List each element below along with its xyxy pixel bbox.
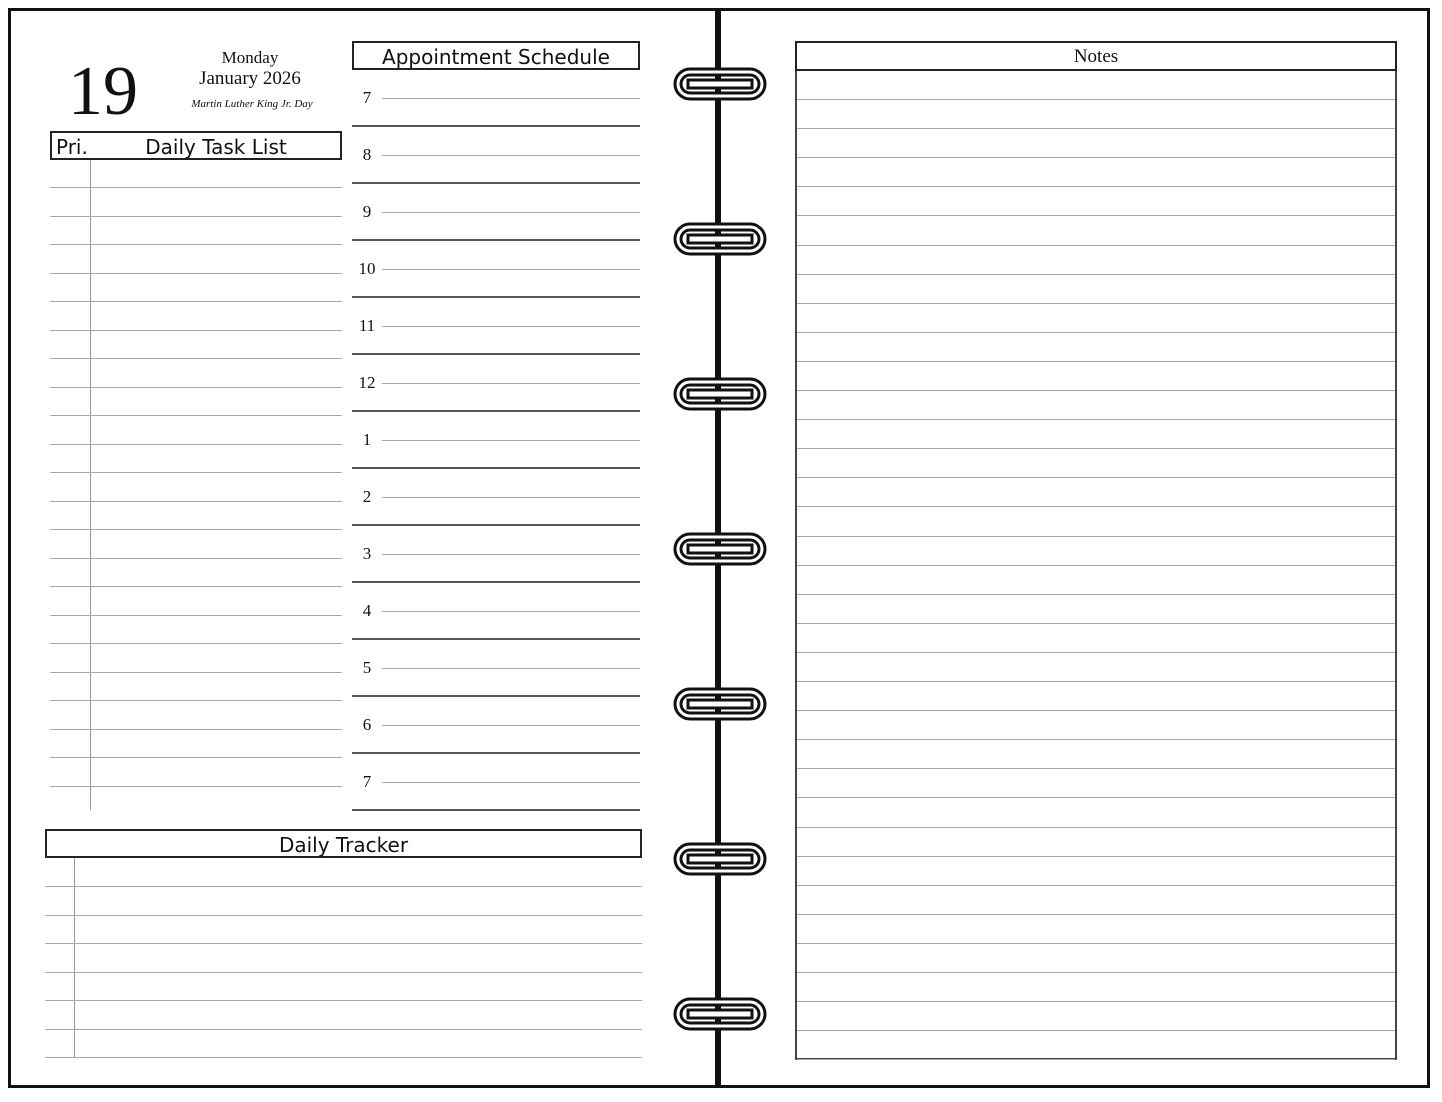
notes-line[interactable]	[797, 1030, 1395, 1031]
notes-line[interactable]	[797, 594, 1395, 595]
task-line[interactable]	[50, 301, 342, 302]
appointment-hour-label: 11	[358, 316, 376, 335]
daily-tracker-lines	[45, 858, 642, 1058]
appointment-slot[interactable]	[352, 184, 640, 241]
notes-line[interactable]	[797, 128, 1395, 129]
half-hour-line	[382, 440, 640, 441]
notes-line[interactable]	[797, 797, 1395, 798]
half-hour-line	[382, 383, 640, 384]
notes-line[interactable]	[797, 536, 1395, 537]
appointment-slot[interactable]	[352, 127, 640, 184]
notes-line[interactable]	[797, 477, 1395, 478]
appointment-slot[interactable]	[352, 640, 640, 697]
task-list-lines	[50, 160, 342, 810]
binder-ring-icon	[668, 994, 772, 1034]
half-hour-line	[382, 611, 640, 612]
half-hour-line	[382, 554, 640, 555]
task-line[interactable]	[50, 700, 342, 701]
appointment-slot[interactable]	[352, 469, 640, 526]
task-line[interactable]	[50, 444, 342, 445]
appointment-hour-label: 6	[362, 715, 372, 734]
appointment-slot[interactable]	[352, 355, 640, 412]
appointment-slot[interactable]	[352, 298, 640, 355]
appointment-hour-label: 8	[362, 145, 372, 164]
holiday-label: Martin Luther King Jr. Day	[191, 98, 313, 110]
daily-tracker-title: Daily Tracker	[278, 833, 409, 857]
half-hour-line	[382, 269, 640, 270]
appointment-slot[interactable]	[352, 412, 640, 469]
task-line[interactable]	[50, 757, 342, 758]
half-hour-line	[382, 497, 640, 498]
notes-line[interactable]	[797, 943, 1395, 944]
task-line[interactable]	[50, 501, 342, 502]
task-line[interactable]	[50, 273, 342, 274]
appointment-slot[interactable]	[352, 241, 640, 298]
task-line[interactable]	[50, 529, 342, 530]
tracker-line[interactable]	[45, 1000, 642, 1001]
binder-ring-icon	[668, 219, 772, 259]
half-hour-line	[382, 212, 640, 213]
binder-ring-icon	[668, 374, 772, 414]
notes-title: Notes	[1073, 46, 1119, 67]
day-number: 19	[68, 53, 138, 130]
notes-line[interactable]	[797, 768, 1395, 769]
appointment-hour-label: 9	[362, 202, 372, 221]
appointment-schedule-title: Appointment Schedule	[382, 45, 610, 69]
appointment-hour-label: 7	[362, 772, 372, 791]
notes-line[interactable]	[797, 186, 1395, 187]
appointment-hour-label: 3	[362, 544, 372, 563]
notes-line[interactable]	[797, 1001, 1395, 1002]
binder-ring-icon	[668, 684, 772, 724]
task-line[interactable]	[50, 187, 342, 188]
notes-line[interactable]	[797, 914, 1395, 915]
half-hour-line	[382, 326, 640, 327]
task-line[interactable]	[50, 330, 342, 331]
half-hour-line	[382, 782, 640, 783]
appointment-schedule-header	[352, 41, 640, 70]
notes-lines	[797, 71, 1395, 1058]
notes-line[interactable]	[797, 215, 1395, 216]
binder-ring-icon	[668, 529, 772, 569]
month-year-label: January 2026	[199, 68, 301, 89]
notes-line[interactable]	[797, 1059, 1395, 1060]
appointment-slot[interactable]	[352, 697, 640, 754]
notes-line[interactable]	[797, 448, 1395, 449]
half-hour-line	[382, 668, 640, 669]
task-line[interactable]	[50, 244, 342, 245]
notes-line[interactable]	[797, 99, 1395, 100]
notes-line[interactable]	[797, 972, 1395, 973]
task-line[interactable]	[50, 586, 342, 587]
binder-ring-icon	[668, 64, 772, 104]
notes-line[interactable]	[797, 157, 1395, 158]
notes-line[interactable]	[797, 739, 1395, 740]
task-line[interactable]	[50, 415, 342, 416]
task-line[interactable]	[50, 672, 342, 673]
notes-line[interactable]	[797, 419, 1395, 420]
notes-line[interactable]	[797, 827, 1395, 828]
appointment-hour-label: 7	[362, 88, 372, 107]
weekday-label: Monday	[221, 48, 279, 67]
priority-column-divider	[90, 160, 91, 810]
notes-header	[795, 41, 1397, 71]
appointment-slot[interactable]	[352, 526, 640, 583]
notes-line[interactable]	[797, 565, 1395, 566]
binder-ring-icon	[668, 839, 772, 879]
tracker-line[interactable]	[45, 972, 642, 973]
appointment-slot[interactable]	[352, 754, 640, 811]
notes-line[interactable]	[797, 245, 1395, 246]
tracker-line[interactable]	[45, 886, 642, 887]
task-line[interactable]	[50, 472, 342, 473]
notes-line[interactable]	[797, 710, 1395, 711]
task-line[interactable]	[50, 786, 342, 787]
appointment-hour-label: 12	[358, 373, 376, 392]
task-line[interactable]	[50, 643, 342, 644]
appointment-slot[interactable]	[352, 70, 640, 127]
task-line[interactable]	[50, 358, 342, 359]
half-hour-line	[382, 98, 640, 99]
notes-line[interactable]	[797, 390, 1395, 391]
notes-line[interactable]	[797, 332, 1395, 333]
appointment-hour-label: 4	[362, 601, 372, 620]
task-line[interactable]	[50, 387, 342, 388]
priority-column-label: Pri.	[56, 135, 88, 159]
half-hour-line	[382, 155, 640, 156]
task-list-title: Daily Task List	[145, 135, 287, 159]
appointment-hour-label: 10	[358, 259, 376, 278]
daily-tracker-header	[45, 829, 642, 858]
task-line[interactable]	[50, 216, 342, 217]
notes-line[interactable]	[797, 856, 1395, 857]
appointment-hour-label: 5	[362, 658, 372, 677]
tracker-line[interactable]	[45, 915, 642, 916]
notes-line[interactable]	[797, 274, 1395, 275]
task-line[interactable]	[50, 729, 342, 730]
task-line[interactable]	[50, 558, 342, 559]
notes-line[interactable]	[797, 506, 1395, 507]
notes-line[interactable]	[797, 885, 1395, 886]
half-hour-line	[382, 725, 640, 726]
task-list-header	[50, 131, 342, 160]
tracker-line[interactable]	[45, 1029, 642, 1030]
task-line[interactable]	[50, 615, 342, 616]
notes-line[interactable]	[797, 361, 1395, 362]
hour-divider	[352, 809, 640, 811]
tracker-line[interactable]	[45, 943, 642, 944]
notes-line[interactable]	[797, 303, 1395, 304]
notes-line[interactable]	[797, 652, 1395, 653]
tracker-line[interactable]	[45, 1057, 642, 1058]
appointment-hour-label: 1	[362, 430, 372, 449]
notes-line[interactable]	[797, 681, 1395, 682]
appointment-hour-label: 2	[362, 487, 372, 506]
appointment-slot[interactable]	[352, 583, 640, 640]
notes-line[interactable]	[797, 623, 1395, 624]
